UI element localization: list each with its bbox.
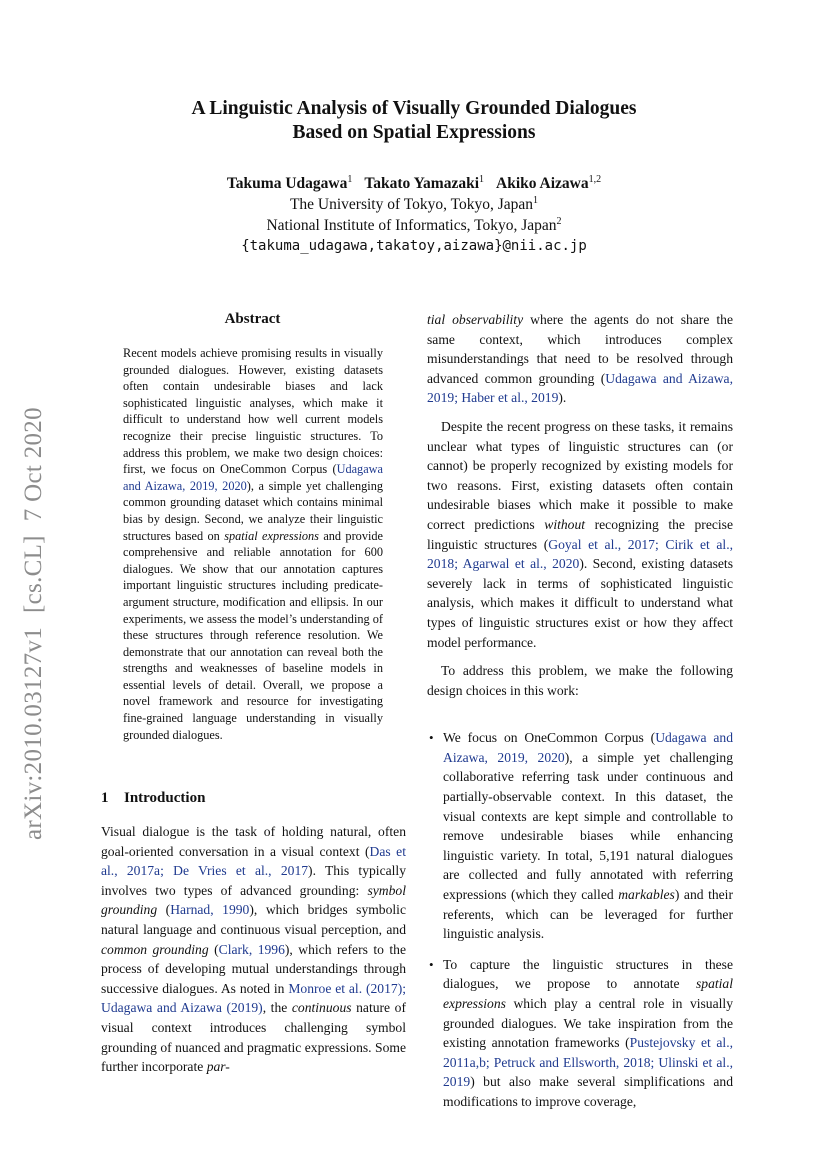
citation-link[interactable]: Monroe et al. (2017); Udagawa and Aizawa (2019) bbox=[101, 980, 406, 1016]
body-text: We focus on OneCommon Corpus ( bbox=[443, 730, 656, 746]
section-title: Introduction bbox=[124, 790, 206, 806]
abstract-emphasis: spatial expressions bbox=[224, 528, 319, 543]
body-text: Visual dialogue is the task of holding natural, often goal-oriented conversation in a visual context ( bbox=[101, 824, 406, 859]
body-text: nature of visual context introduces challenging symbol grounding of nuanced and pragmatic expressions. Some further incorporate bbox=[101, 1000, 406, 1075]
author-names bbox=[60, 173, 768, 194]
arxiv-date: 7 Oct 2020 bbox=[20, 407, 47, 522]
body-text: , the bbox=[262, 1000, 292, 1016]
author-affiliation-mark: 1 bbox=[347, 173, 353, 185]
body-text: ) but also make several simplifications and modifications to improve coverage, bbox=[443, 1074, 733, 1109]
paragraph-partial-observability bbox=[427, 310, 733, 408]
body-text: ). Second, existing datasets severely lack in terms of sophisticated linguistic analysis, which makes it difficult to understand what types of linguistic structures exist or how they affect model performance. bbox=[427, 556, 733, 650]
citation-link[interactable]: Goyal et al., 2017; Cirik et al., 2018; Agarwal et al., 2020 bbox=[427, 536, 733, 572]
author-affiliation-mark: 1 bbox=[479, 173, 485, 185]
author-email: {takuma_udagawa,takatoy,aizawa}@nii.ac.jp bbox=[241, 238, 587, 254]
body-text: To capture the linguistic structures in these dialogues, we propose to annotate bbox=[443, 956, 733, 992]
section-number: 1 bbox=[101, 790, 109, 806]
arxiv-category: [cs.CL] bbox=[20, 535, 47, 613]
affiliation-mark: 2 bbox=[556, 215, 562, 227]
author-name: Takato Yamazaki bbox=[364, 175, 480, 192]
citation-link[interactable]: Das et al., 2017a; De Vries et al., 2017 bbox=[101, 843, 406, 879]
citation-link[interactable]: Clark, 1996 bbox=[218, 941, 285, 957]
body-text: ), a simple yet challenging collaborative referring task under continuous and partially-observable context. In this dataset, the visual contexts are kept simple and controllable to remove undesirable biases while enhancing linguistic variety. In total, 5,191 natural dialogues are collected and fully annotated with referring expressions (which they called bbox=[443, 749, 734, 903]
author-affiliation-mark: 1,2 bbox=[588, 173, 602, 185]
citation-link[interactable]: Udagawa and Aizawa, 2019, 2020 bbox=[123, 462, 383, 493]
body-text: ). This typically involves two types of advanced grounding: bbox=[101, 863, 406, 898]
abstract-heading: Abstract bbox=[224, 311, 281, 327]
paper-title bbox=[60, 97, 768, 145]
abstract-text: and provide comprehensive and reliable annotation for 600 dialogues. We show that our annotation captures important linguistic structures including predicate-argument structure, modification and ellipsis. In our experiments, we assess the model’s understanding of these structures through reference resolution. We demonstrate that our annotation can reveal both the strengths and weaknesses of baseline models in essential levels of detail. Overall, we propose a novel framework and resource for investigating fine-grained language understanding in visually grounded dialogues. bbox=[123, 528, 383, 742]
body-text: where the agents do not share the same context, which introduces complex misunderstandings that need to be resolved through advanced common grounding ( bbox=[427, 312, 733, 386]
term-emphasis: markables bbox=[618, 887, 675, 903]
author-block bbox=[60, 173, 768, 257]
body-text: ( bbox=[208, 941, 219, 957]
paragraph-design-choices: To address this problem, we make the following design choices in this work: bbox=[427, 663, 733, 698]
affiliation-text: National Institute of Informatics, Tokyo, Japan bbox=[266, 217, 557, 234]
paragraph-motivation bbox=[427, 417, 733, 652]
section-heading-introduction bbox=[101, 790, 205, 807]
body-text: ( bbox=[157, 902, 171, 918]
affiliation-text: The University of Tokyo, Tokyo, Japan bbox=[289, 196, 534, 213]
abstract-text: ), a simple yet challenging common grounding dataset which contains minimal bias by design. Second, we analyze their linguistic structures based on bbox=[123, 478, 383, 543]
title-line-1: A Linguistic Analysis of Visually Grounded Dialogues bbox=[191, 98, 637, 119]
body-text: which play a central role in visually grounded dialogues. We take inspiration from the existing annotation frameworks ( bbox=[443, 996, 733, 1051]
affiliation-1 bbox=[60, 194, 768, 215]
design-choices-list bbox=[427, 728, 733, 1111]
list-item bbox=[443, 955, 733, 1112]
body-text: recognizing the precise linguistic structures ( bbox=[427, 516, 733, 552]
term-emphasis: par- bbox=[206, 1059, 230, 1075]
body-text: ) and their referents, which can be leveraged for further linguistic analysis. bbox=[443, 887, 733, 942]
body-text: ), which refers to the process of developing mutual understandings through successive dialogues. As noted in bbox=[101, 941, 406, 996]
list-item bbox=[443, 728, 733, 944]
introduction-paragraph bbox=[101, 822, 406, 1077]
citation-link[interactable]: Pustejovsky et al., 2011a,b; Petruck and Ellsworth, 2018; Ulinski et al., 2019 bbox=[443, 1035, 733, 1090]
citation-link[interactable]: Udagawa and Aizawa, 2019, 2020 bbox=[443, 730, 734, 765]
author-name: Akiko Aizawa bbox=[496, 175, 589, 192]
citation-link[interactable]: Udagawa and Aizawa, 2019; Haber et al., 2019 bbox=[427, 370, 733, 406]
term-emphasis: common grounding bbox=[101, 941, 209, 957]
affiliation-mark: 1 bbox=[533, 194, 539, 206]
term-emphasis: spatial expressions bbox=[443, 976, 733, 1011]
arxiv-identifier-stamp bbox=[20, 407, 48, 840]
term-emphasis: symbol grounding bbox=[101, 882, 406, 918]
title-line-2: Based on Spatial Expressions bbox=[292, 122, 536, 143]
affiliation-2 bbox=[60, 215, 768, 236]
abstract-text: Recent models achieve promising results in visually grounded dialogues. However, existing datasets often contain undesirable biases and lack sophisticated linguistic analyses, which make it difficult to understand how well current models recognize their precise linguistic structures. To address this problem, we make two design choices: first, we focus on OneCommon Corpus ( bbox=[123, 346, 383, 477]
term-emphasis: tial observability bbox=[427, 312, 524, 327]
body-text: ). bbox=[558, 390, 567, 406]
body-text: ), which bridges symbolic natural language and continuous visual perception, and bbox=[101, 902, 406, 937]
body-text: Despite the recent progress on these tasks, it remains unclear what types of linguistic structures can (or cannot) be properly recognized by existing models for two reasons. First, existing datasets often contain undesirable biases which make it possible to make correct predictions bbox=[427, 418, 733, 532]
abstract-body bbox=[123, 345, 383, 743]
arxiv-id: arXiv:2010.03127v1 bbox=[20, 626, 47, 840]
author-name: Takuma Udagawa bbox=[226, 175, 348, 192]
citation-link[interactable]: Harnad, 1990 bbox=[170, 902, 250, 918]
term-emphasis: continuous bbox=[291, 1000, 352, 1016]
right-column bbox=[427, 310, 733, 1123]
term-emphasis: without bbox=[544, 516, 586, 532]
